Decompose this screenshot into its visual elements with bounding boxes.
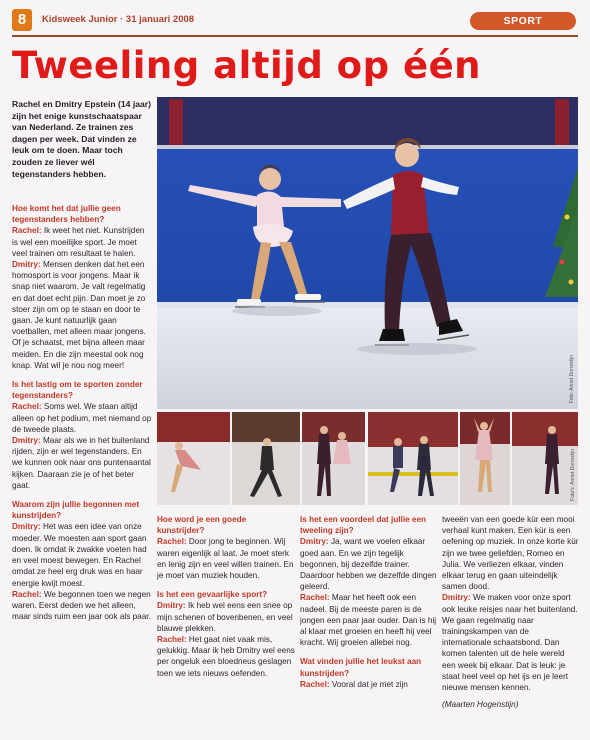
answer-text: Mensen denken dat het een homosport is voor jongens. Maar ik snap niet waarom. Je valt regelmatig en dat doet echt pijn. Dan moet je zo stoer zijn om op te staan en door te gaan. Je kunt natuurlijk gaan voetballen, met alleen maar jongens. Of je schaatst, met bijna alleen maar meiden. En die zijn meestal ook nog knap. Wat wil je nou nog meer!	[12, 260, 146, 370]
answer-text: Vooral dat je met zijn	[329, 679, 408, 689]
question: Hoe komt het dat jullie geen tegenstanders hebben?	[12, 204, 121, 225]
main-photo	[157, 97, 578, 409]
main-photo-credit: Foto: Annet Dorrestijn	[569, 354, 575, 403]
question: Is het lastig om te sporten zonder tegenstanders?	[12, 380, 143, 401]
answer-text: Maar als we in het buitenland rijden, zijn er wel tegenstanders. En we kunnen ook naar ons puntenaantal kijken. Daaraan zie je of het beter gaat.	[12, 436, 151, 490]
question: Is het een voordeel dat jullie een tweeling zijn?	[300, 515, 427, 536]
section-label: SPORT	[470, 12, 576, 30]
article-title: Tweeling altijd op één	[12, 44, 482, 87]
photo-strip	[157, 412, 578, 505]
speaker-label: Dmitry:	[157, 601, 186, 611]
answer-text: Ja, want we voelen elkaar goed aan. En we zijn tegelijk begonnen, bij dezelfde trainer. Daardoor hebben we dezelfde dingen geleerd.	[300, 537, 437, 592]
speaker-label: Dmitry:	[12, 522, 41, 532]
strip-photo-3	[302, 412, 365, 505]
question: Is het een gevaarlijke sport?	[157, 590, 268, 600]
strip-photo-4	[368, 412, 458, 505]
speaker-label: Dmitry:	[12, 260, 41, 270]
page-number-badge: 8	[12, 9, 32, 31]
speaker-label: Rachel:	[157, 635, 187, 645]
article-column-4	[442, 514, 580, 716]
speaker-label: Rachel:	[300, 593, 330, 603]
speaker-label: Rachel:	[12, 402, 42, 412]
article-intro: Rachel en Dmitry Epstein (14 jaar) zijn het enige kunstschaatspaar van Nederland. Ze trainen zes dagen per week. Dat vinden ze leuk om te doen. Maar toch zouden ze liever wél tegenstanders hebben.	[12, 99, 151, 179]
answer-text: Het gaat niet vaak mis, gelukkig. Maar ik heb Dmitry wel eens per ongeluk een bloedneus geslagen toen we iets nieuws oefenden.	[157, 635, 295, 678]
strip-photo-6	[512, 412, 578, 505]
question: Wat vinden jullie het leukst aan kunstrijden?	[300, 657, 422, 678]
speaker-label: Rachel:	[300, 679, 330, 689]
answer-text: Maar het heeft ook een nadeel. Bij de meeste paren is de jongen een paar jaar ouder. Dan is hij al klaar met groeien en heeft hij veel kracht. Wij groeien allebei nog.	[300, 593, 437, 648]
question: Hoe word je een goede kunstrijder?	[157, 515, 247, 536]
answer-text: tweeën van een goede kür een mooi verhaal kunt maken. Een kür is een oefening op muziek. In onze korte kür zijn we twee geliefden, Romeo en Julia. We verliezen elkaar, vinden elkaar terug en gaan uiteindelijk samen dood.	[442, 515, 579, 592]
strip-photo-2	[232, 412, 300, 505]
publication-line: Kidsweek Junior · 31 januari 2008	[42, 14, 195, 25]
answer-text: Het was een idee van onze moeder. We moesten aan sport gaan doen. Ik omdat ik zwakke voeten had en veel moest bewegen. En Rachel omdat ze heel erg druk was en haar energie kwijt moest.	[12, 522, 147, 588]
question: Waarom zijn jullie begonnen met kunstrijden?	[12, 500, 140, 521]
speaker-label: Dmitry:	[300, 537, 329, 547]
speaker-label: Rachel:	[12, 589, 42, 599]
strip-photo-1	[157, 412, 230, 505]
byline: (Maarten Hogenstijn)	[442, 700, 519, 710]
article-column-3	[300, 514, 438, 696]
speaker-label: Rachel:	[12, 226, 42, 236]
strip-photo-5	[460, 412, 510, 505]
skating-pair-photo	[157, 97, 578, 409]
speaker-label: Rachel:	[157, 537, 187, 547]
article-column-2	[157, 514, 295, 685]
answer-text: Door jong te beginnen. Wij waren eigenlijk al laat. Je moet sterk en lenig zijn en veel willen trainen. En je moet van muziek houden.	[157, 537, 294, 581]
header-rule	[12, 35, 578, 37]
article-column-1	[12, 203, 152, 628]
answer-text: Ik heb wel eens een snee op mijn schenen of bovenbenen, en veel blauwe plekken.	[157, 601, 293, 633]
answer-text: We maken voor onze sport ook leuke reisjes naar het buitenland. We gaan regelmatig naar trainingskampen van de internationale schaatsbond. Dan komen talenten uit de hele wereld een week bij elkaar. Dat is leuk: je staat heel veel op het ijs en je leert nieuwe mensen kennen.	[442, 593, 578, 693]
strip-photo-credit: Foto's: Annet Dorrestijn	[570, 449, 576, 501]
answer-text: We begonnen toen we negen waren. Eerst deden we het alleen, maar sinds ruim een jaar ook als paar.	[12, 589, 151, 622]
answer-text: Ik weet het niet. Kunstrijden is wel een moeilijke sport. Je moet veel trainen om resultaat te halen.	[12, 226, 145, 258]
speaker-label: Dmitry:	[12, 436, 41, 446]
answer-text: Soms wel. We staan altijd alleen op het podium, met niemand op de tweede plaats.	[12, 402, 152, 434]
speaker-label: Dmitry:	[442, 593, 471, 603]
